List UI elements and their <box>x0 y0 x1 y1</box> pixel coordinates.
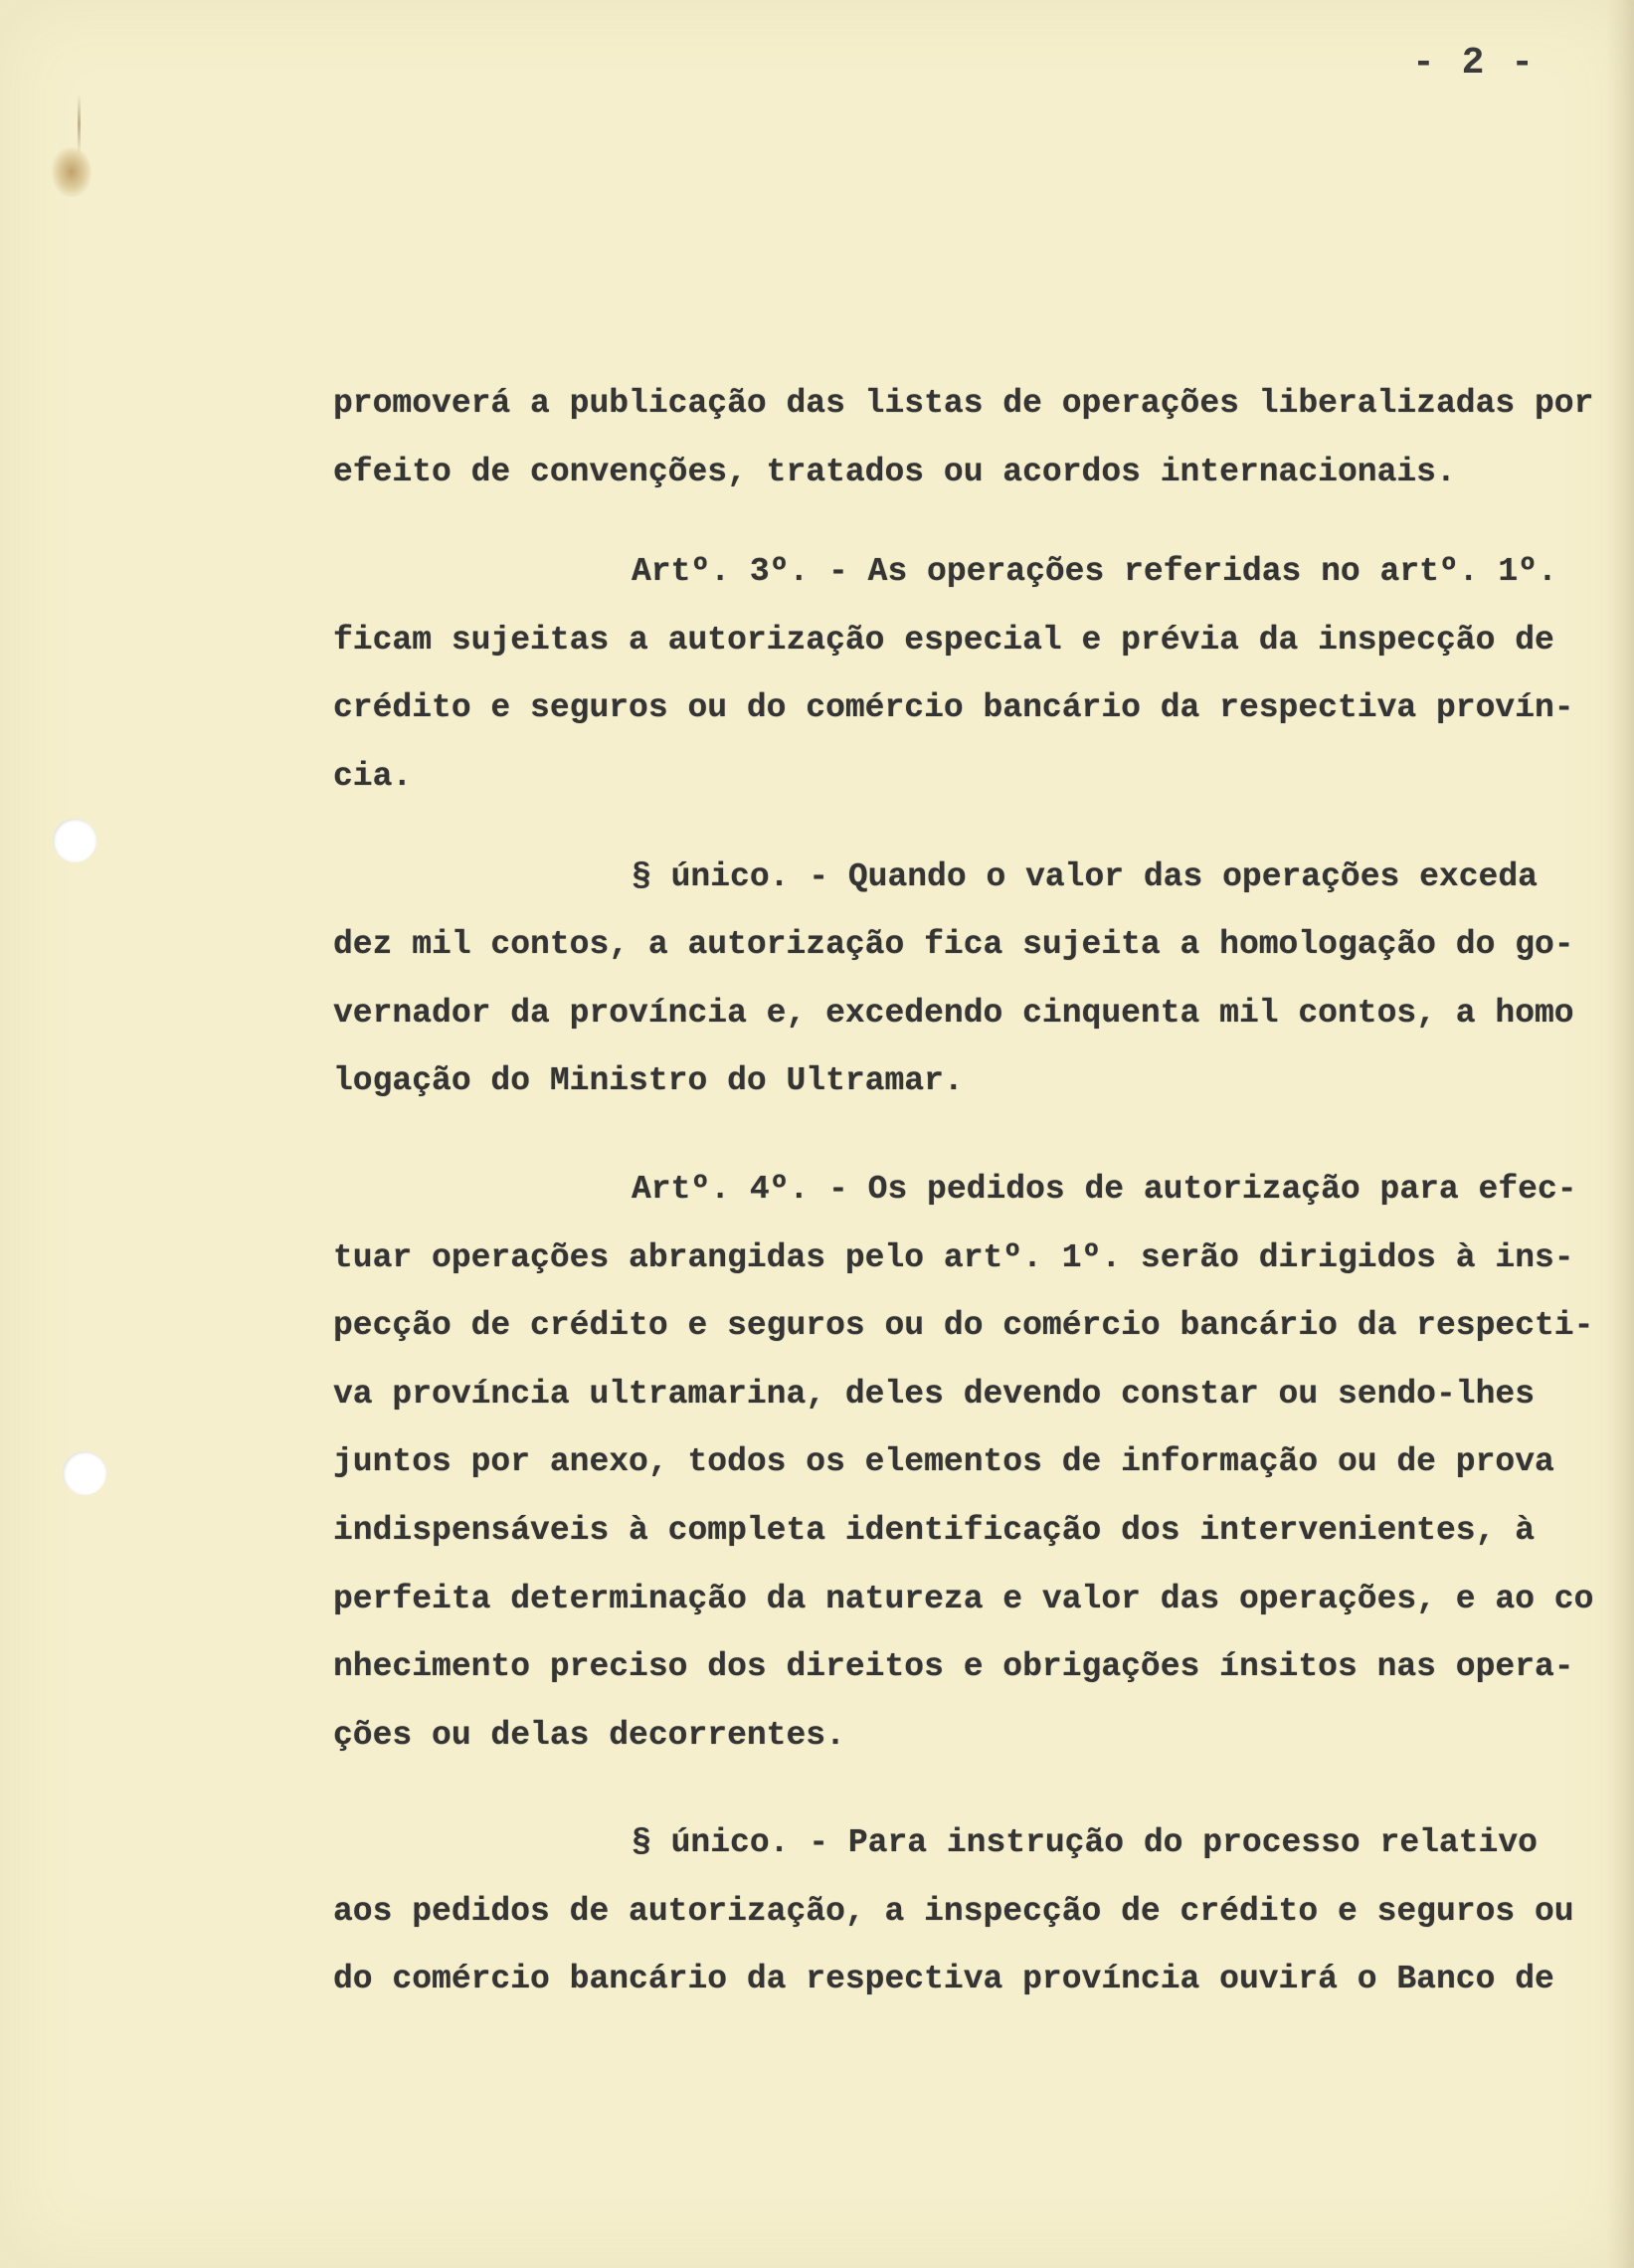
article-3-line-2: ficam sujeitas a autorização especial e prévia da inspecção de <box>333 621 1554 659</box>
paragraph-gap <box>333 1770 1606 1809</box>
paragraph-gap <box>333 1116 1606 1156</box>
paragraph-gap <box>333 812 1606 844</box>
article-4-unico-line-1: § único. - Para instrução do processo relativo <box>632 1824 1538 1862</box>
article-4-line-6: indispensáveis à completa identificação dos intervenientes, à <box>333 1511 1535 1549</box>
article-4-unico-line-3: do comércio bancário da respectiva província ouvirá o Banco de <box>333 1961 1554 1998</box>
article-4-line-5: juntos por anexo, todos os elementos de informação ou de prova <box>333 1443 1554 1481</box>
article-3-unico-line-1: § único. - Quando o valor das operações exceda <box>632 857 1538 895</box>
paper-crease-mark <box>78 94 81 154</box>
article-4-line-3: pecção de crédito e seguros ou do comércio bancário da respecti- <box>333 1307 1594 1345</box>
article-3-unico-line-2: dez mil contos, a autorização fica sujeita a homologação do go- <box>333 926 1574 964</box>
article-4-heading-line: Artº. 4º. - Os pedidos de autorização para efec- <box>632 1170 1577 1208</box>
paragraph-gap <box>333 506 1606 538</box>
paragraph-continuation-line-1: promoverá a publicação das listas de operações liberalizadas por <box>333 385 1594 422</box>
article-4-line-2: tuar operações abrangidas pelo artº. 1º. serão dirigidos à ins- <box>333 1238 1574 1276</box>
article-3-line-4: cia. <box>333 757 413 795</box>
article-3-unico-line-3: vernador da província e, excedendo cinquenta mil contos, a homo <box>333 994 1574 1032</box>
article-3-heading-line: Artº. 3º. - As operações referidas no artº. 1º. <box>632 553 1557 591</box>
punch-hole-top <box>53 819 96 862</box>
typed-text-body <box>333 370 1606 2014</box>
article-3-unico-line-4: logação do Ministro do Ultramar. <box>333 1062 964 1100</box>
article-4-unico-line-2: aos pedidos de autorização, a inspecção de crédito e seguros ou <box>333 1892 1574 1930</box>
article-4-line-7: perfeita determinação da natureza e valor das operações, e ao co <box>333 1580 1594 1617</box>
article-4-line-9: ções ou delas decorrentes. <box>333 1716 845 1754</box>
article-4-line-4: va província ultramarina, deles devendo constar ou sendo-lhes <box>333 1375 1535 1413</box>
page-edge-shadow <box>1606 0 1634 2268</box>
article-3-line-3: crédito e seguros ou do comércio bancário da respectiva provín- <box>333 689 1574 727</box>
paragraph-continuation-line-2: efeito de convenções, tratados ou acordos internacionais. <box>333 453 1456 490</box>
rust-stain <box>52 147 91 197</box>
page-number: - 2 - <box>1412 42 1537 85</box>
punch-hole-bottom <box>63 1451 106 1495</box>
article-4-line-8: nhecimento preciso dos direitos e obrigações ínsitos nas opera- <box>333 1648 1574 1686</box>
